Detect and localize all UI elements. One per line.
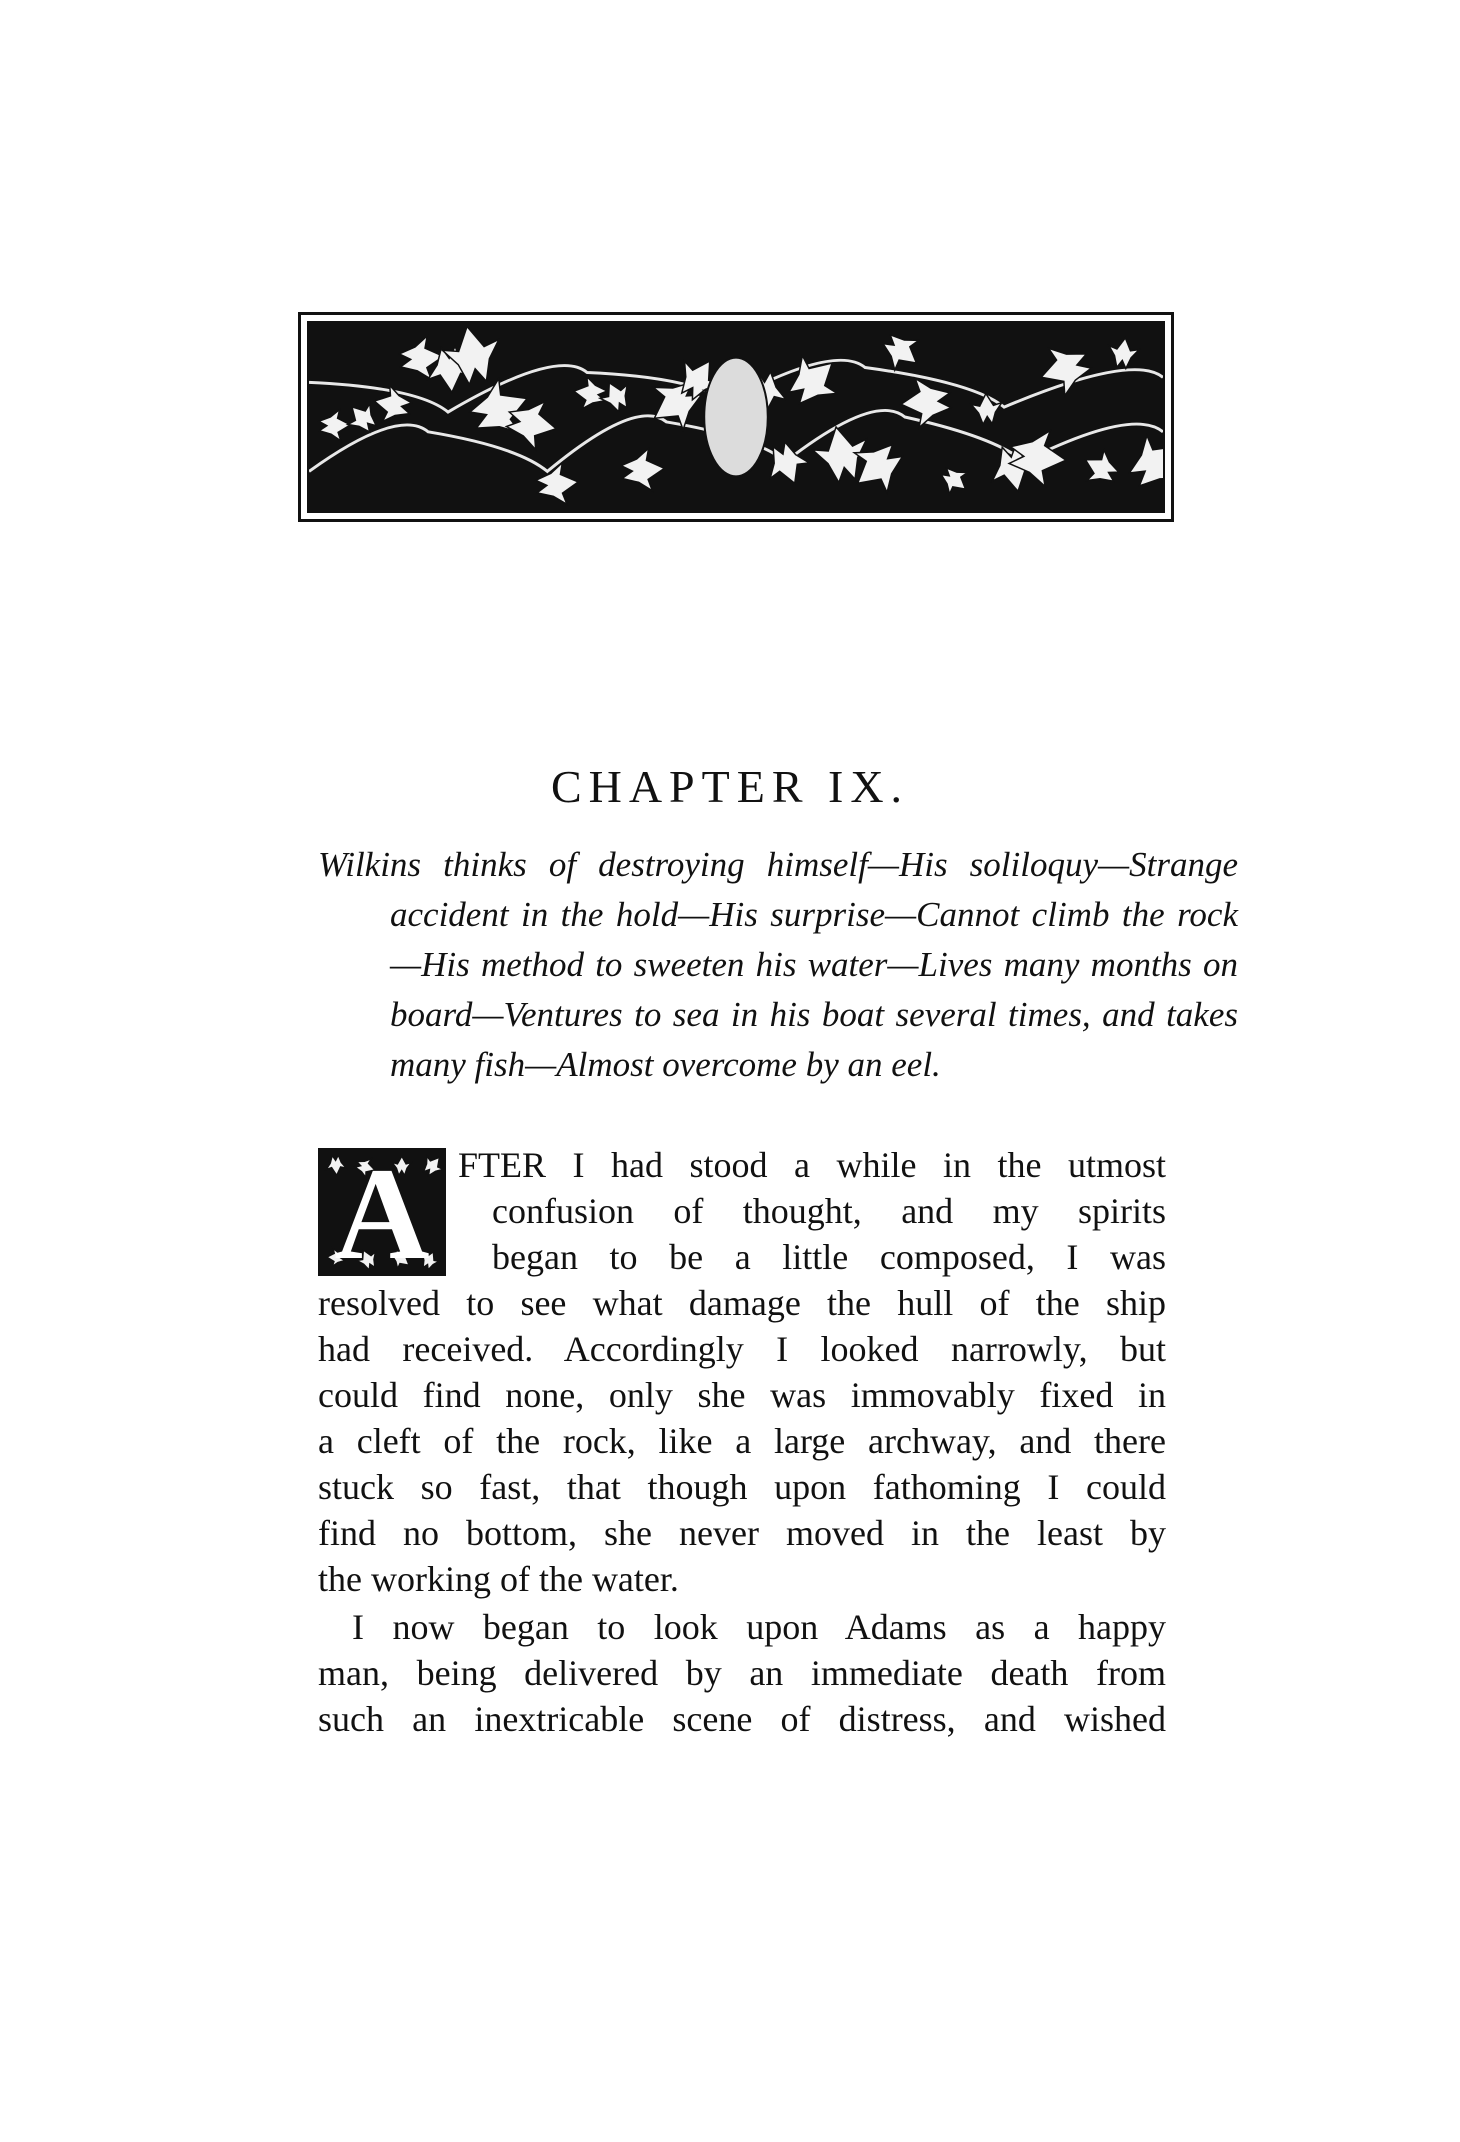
ivy-leaf-icon <box>572 375 609 412</box>
chapter-argument: Wilkins thinks of destroying himself—His soliloquy—Strange accident in the hold—His surprise—Cannot climb the rock—His method to sweeten his water—Lives many months on board—Ventures to sea in his boat several times, and takes many fish—Almost overcome by an eel. <box>318 845 1238 1084</box>
body-line: FTER I had stood a while in the utmost <box>458 1145 1166 1185</box>
body-line: I now began to look upon Adams as a happy <box>352 1607 1166 1647</box>
ivy-leaf-icon <box>596 376 637 417</box>
body-line: resolved to see what damage the hull of the ship <box>318 1283 1166 1323</box>
foliage-ornament-icon <box>309 323 1163 511</box>
body-line: had received. Accordingly I looked narrowly, but <box>318 1329 1166 1369</box>
body-line: could find none, only she was immovably fixed in <box>318 1375 1166 1415</box>
ivy-leaf-icon <box>318 409 351 442</box>
ivy-leaf-icon <box>1118 425 1163 501</box>
ivy-leaf-icon <box>1077 444 1125 492</box>
ivy-leaf-icon <box>935 461 974 500</box>
ivy-leaf-icon <box>777 344 850 416</box>
drop-cap-letter: A <box>334 1148 430 1276</box>
owl-figure-icon <box>704 358 768 477</box>
body-line: the working of the water. <box>318 1559 679 1599</box>
body-line: a cleft of the rock, like a large archway, and there <box>318 1421 1166 1461</box>
ivy-leaf-icon <box>971 393 1003 425</box>
chapter-title: CHAPTER IX. <box>550 761 910 812</box>
drop-cap-initial <box>318 1148 446 1276</box>
ivy-leaf-icon <box>620 447 666 493</box>
body-line: began to be a little composed, I was <box>492 1237 1166 1277</box>
ivy-leaf-icon <box>1106 336 1140 370</box>
body-line: confusion of thought, and my spirits <box>492 1191 1166 1231</box>
headpiece-ornament <box>298 312 1174 522</box>
body-line: find no bottom, she never moved in the least by <box>318 1513 1166 1553</box>
body-line: stuck so fast, that though upon fathoming I could <box>318 1467 1166 1507</box>
body-line: man, being delivered by an immediate death from <box>318 1653 1166 1693</box>
body-line: such an inextricable scene of distress, and wished <box>318 1699 1166 1739</box>
